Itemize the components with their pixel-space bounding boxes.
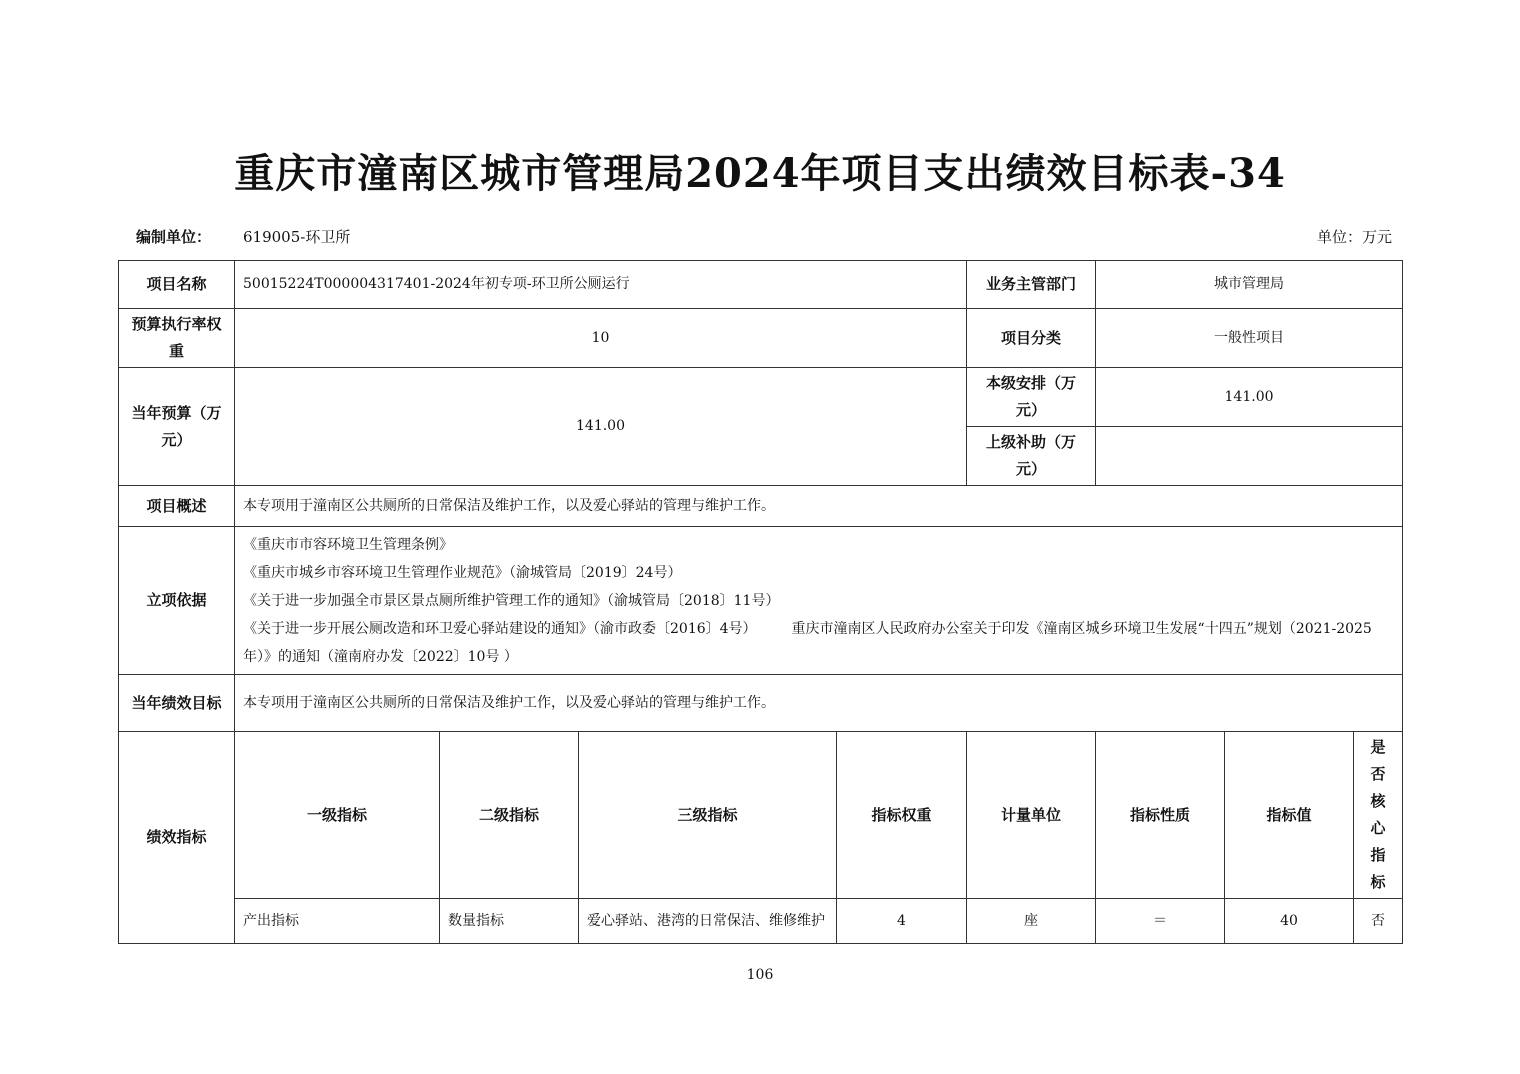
local-value: 141.00 [1096,368,1403,427]
overview-value: 本专项用于潼南区公共厕所的日常保洁及维护工作，以及爱心驿站的管理与维护工作。 [235,486,1403,527]
header-nature: 指标性质 [1096,732,1225,899]
indicator-nature: ＝ [1096,899,1225,944]
header-level1: 一级指标 [235,732,440,899]
unit-value: 619005-环卫所 [243,228,351,246]
indicator-weight: 4 [837,899,967,944]
page-number: 106 [746,967,774,983]
indicator-value: 40 [1225,899,1354,944]
budget-value: 141.00 [235,368,967,486]
basis-label: 立项依据 [119,527,235,675]
header-core: 是 否 核 心 指 标 [1354,732,1403,899]
project-name-value: 50015224T000004317401-2024年初专项-环卫所公厕运行 [235,261,967,309]
project-name-label: 项目名称 [119,261,235,309]
category-label: 项目分类 [967,309,1096,368]
indicator-unit: 座 [967,899,1096,944]
basis-line: 《关于进一步开展公厕改造和环卫爱心驿站建设的通知》（渝市政委〔2016〕4号） 重庆市潼南区人民政府办公室关于印发《潼南区城乡环境卫生发展“十四五”规划（2021-2025年）》的通知（潼南府办发〔2022〕10号 ） [243,620,1372,665]
header-unit: 计量单位 [967,732,1096,899]
local-label: 本级安排（万元） [967,368,1096,427]
perf-label: 绩效指标 [119,732,235,944]
category-value: 一般性项目 [1096,309,1403,368]
page-title: 重庆市潼南区城市管理局2024年项目支出绩效目标表-34 [234,150,1286,197]
header-value: 指标值 [1225,732,1354,899]
upper-value [1096,427,1403,486]
upper-label: 上级补助（万元） [967,427,1096,486]
goal-label: 当年绩效目标 [119,675,235,732]
basis-line: 《关于进一步加强全市景区景点厕所维护管理工作的通知》（渝城管局〔2018〕11号） [243,592,780,609]
table-row [119,899,1403,944]
header-level3: 三级指标 [579,732,837,899]
indicator-level2: 数量指标 [440,899,579,944]
performance-table [118,260,1403,944]
indicator-level3: 爱心驿站、港湾的日常保洁、维修维护 [579,899,837,944]
overview-label: 项目概述 [119,486,235,527]
goal-value: 本专项用于潼南区公共厕所的日常保洁及维护工作，以及爱心驿站的管理与维护工作。 [235,675,1403,732]
exec-rate-value: 10 [235,309,967,368]
exec-rate-label: 预算执行率权重 [119,309,235,368]
indicator-level1: 产出指标 [235,899,440,944]
basis-line: 《重庆市市容环境卫生管理条例》 [243,536,453,553]
unit-label: 编制单位： [136,228,212,246]
header-level2: 二级指标 [440,732,579,899]
currency-label: 单位：万元 [1316,228,1392,246]
indicator-core: 否 [1354,899,1403,944]
budget-label: 当年预算（万元） [119,368,235,486]
dept-value: 城市管理局 [1096,261,1403,309]
header-weight: 指标权重 [837,732,967,899]
basis-line: 《重庆市城乡市容环境卫生管理作业规范》（渝城管局〔2019〕24号） [243,564,682,581]
basis-list [235,527,1403,675]
dept-label: 业务主管部门 [967,261,1096,309]
